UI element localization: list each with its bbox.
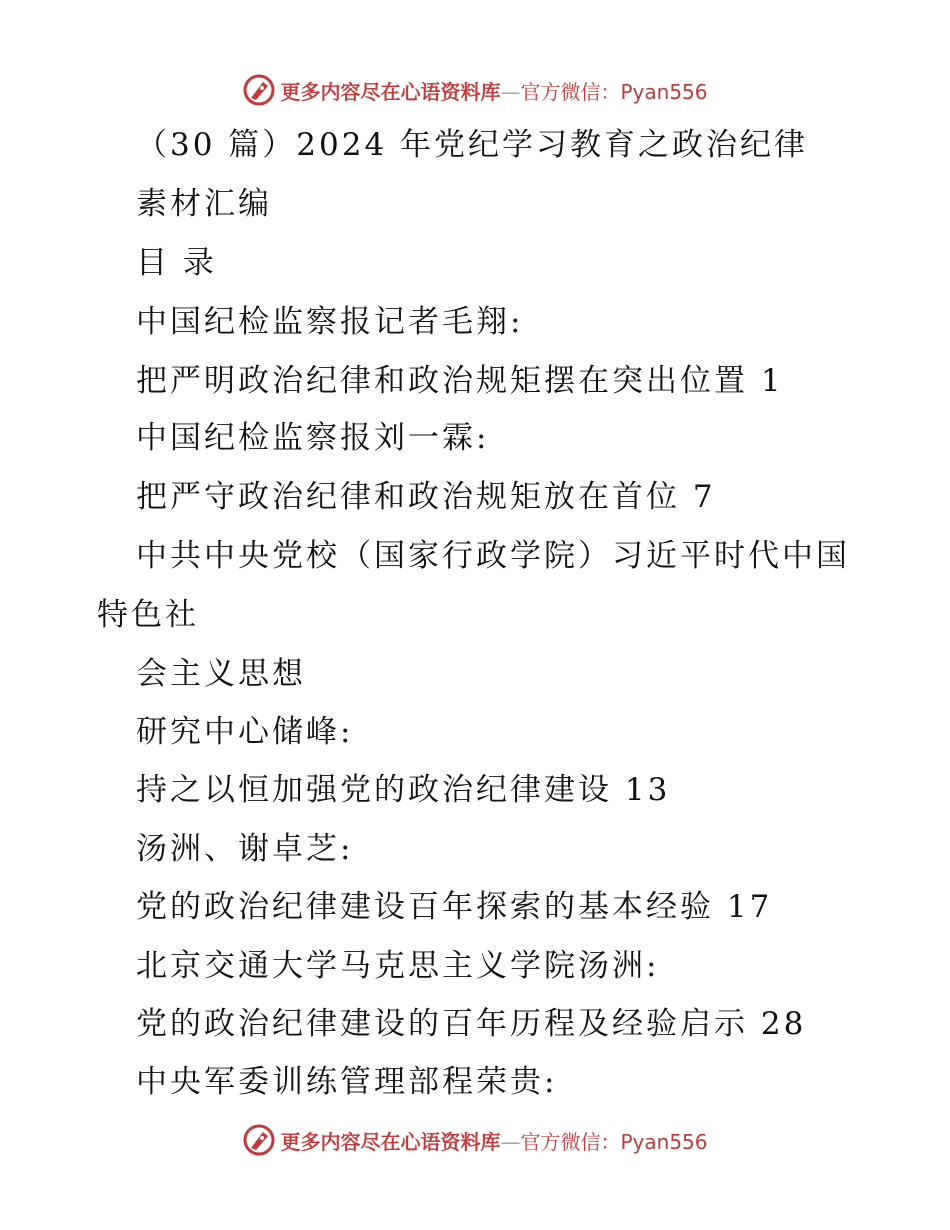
toc-author-3b: 特色社 (97, 597, 199, 633)
toc-author-4: 汤洲、谢卓芝: (136, 831, 354, 867)
banner-dash: — (500, 1129, 521, 1154)
banner-wechat-id: Pyan556 (620, 79, 708, 104)
toc-author-5: 北京交通大学马克思主义学院汤洲: (136, 948, 660, 984)
banner-text (280, 1126, 707, 1155)
doc-title-line-1: （30 篇）2024 年党纪学习教育之政治纪律 (136, 127, 809, 163)
banner-brand: 更多内容尽在心语资料库 (280, 79, 501, 104)
banner-channel: 官方微信： (520, 79, 621, 104)
toc-author-3a: 中共中央党校（国家行政学院）习近平时代中国 (136, 538, 850, 574)
banner-wechat-id: Pyan556 (620, 1129, 708, 1154)
toc-author-2: 中国纪检监察报刘一霖: (136, 420, 490, 456)
banner-brand: 更多内容尽在心语资料库 (280, 1129, 501, 1154)
toc-heading: 目 录 (136, 245, 217, 281)
banner-dash: — (500, 79, 521, 104)
toc-entry-3: 持之以恒加强党的政治纪律建设 13 (136, 772, 671, 808)
toc-entry-2: 把严守政治纪律和政治规矩放在首位 7 (136, 479, 716, 515)
toc-author-1: 中国纪检监察报记者毛翔: (136, 304, 524, 340)
doc-title-line-2: 素材汇编 (136, 186, 272, 222)
banner-channel: 官方微信： (520, 1129, 621, 1154)
toc-entry-5: 党的政治纪律建设的百年历程及经验启示 28 (136, 1006, 807, 1042)
toc-author-6: 中央军委训练管理部程荣贵: (136, 1064, 558, 1100)
toc-author-3c: 会主义思想 (136, 656, 306, 692)
toc-entry-4: 党的政治纪律建设百年探索的基本经验 17 (136, 889, 773, 925)
toc-entry-1: 把严明政治纪律和政治规矩摆在突出位置 1 (136, 363, 784, 399)
pen-nib-logo-icon (242, 1123, 276, 1157)
footer-banner (0, 1120, 950, 1160)
toc-author-3d: 研究中心储峰: (136, 714, 354, 750)
